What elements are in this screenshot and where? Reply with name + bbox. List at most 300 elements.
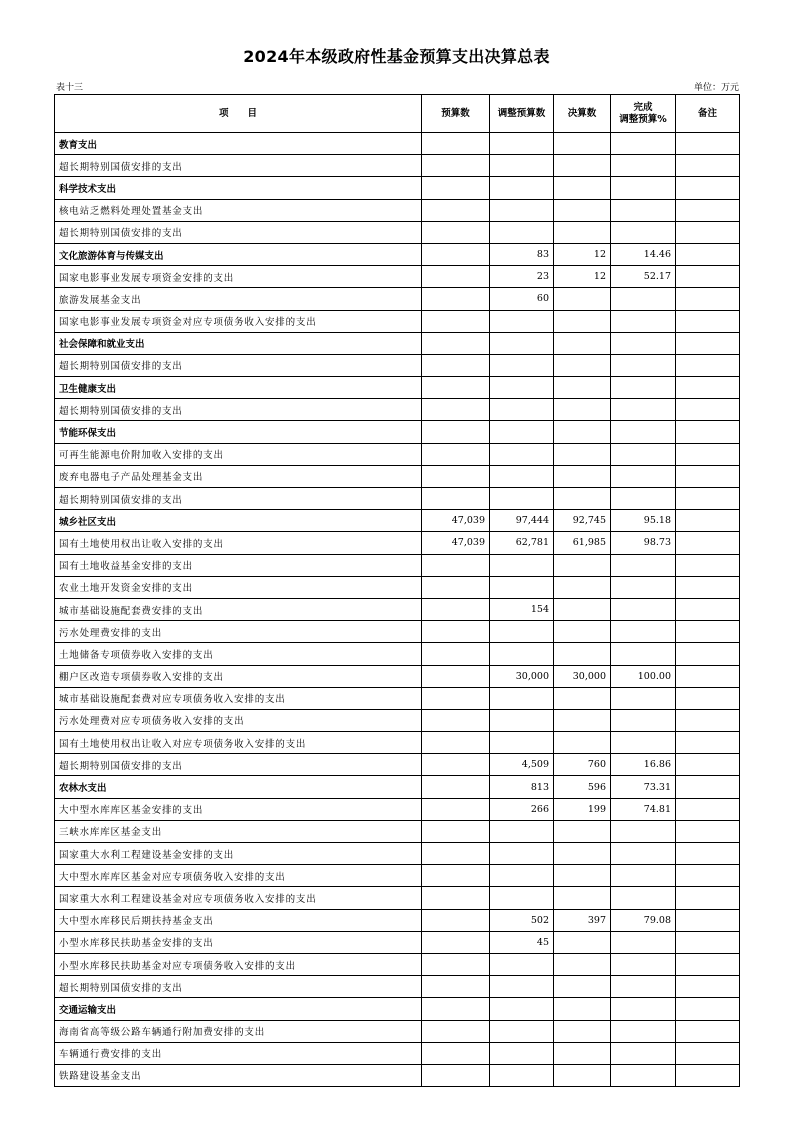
item-name-cell: 农林水支出 bbox=[55, 776, 422, 798]
completion-rate-cell bbox=[611, 155, 676, 177]
table-row bbox=[55, 665, 740, 687]
completion-rate-cell bbox=[611, 133, 676, 155]
note-cell bbox=[676, 754, 740, 776]
note-cell bbox=[676, 488, 740, 510]
completion-rate-cell bbox=[611, 576, 676, 598]
final-amount-cell bbox=[554, 377, 611, 399]
completion-rate-cell bbox=[611, 199, 676, 221]
table-row bbox=[55, 865, 740, 887]
completion-rate-cell: 52.17 bbox=[611, 266, 676, 288]
adjusted-budget-cell: 30,000 bbox=[490, 665, 554, 687]
completion-rate-cell: 79.08 bbox=[611, 909, 676, 931]
item-name-cell: 三峡水库库区基金支出 bbox=[55, 820, 422, 842]
adjusted-budget-cell bbox=[490, 1042, 554, 1064]
budget-cell bbox=[422, 931, 490, 953]
note-cell bbox=[676, 354, 740, 376]
note-cell bbox=[676, 1020, 740, 1042]
budget-cell bbox=[422, 133, 490, 155]
table-body bbox=[55, 133, 740, 1087]
budget-cell bbox=[422, 332, 490, 354]
note-cell bbox=[676, 953, 740, 975]
category-row bbox=[55, 133, 740, 155]
item-name-cell: 卫生健康支出 bbox=[55, 377, 422, 399]
item-name-cell: 超长期特别国债安排的支出 bbox=[55, 221, 422, 243]
table-row bbox=[55, 709, 740, 731]
final-amount-cell bbox=[554, 221, 611, 243]
unit-label: 单位：万元 bbox=[693, 83, 739, 93]
header-item: 项 目 bbox=[55, 95, 422, 133]
completion-rate-cell bbox=[611, 976, 676, 998]
note-cell bbox=[676, 554, 740, 576]
budget-cell bbox=[422, 576, 490, 598]
note-cell bbox=[676, 532, 740, 554]
adjusted-budget-cell bbox=[490, 687, 554, 709]
completion-rate-cell bbox=[611, 354, 676, 376]
item-name-cell: 大中型水库移民后期扶持基金支出 bbox=[55, 909, 422, 931]
budget-cell bbox=[422, 1064, 490, 1086]
table-row bbox=[55, 643, 740, 665]
completion-rate-cell bbox=[611, 1020, 676, 1042]
budget-cell bbox=[422, 820, 490, 842]
note-cell bbox=[676, 266, 740, 288]
completion-rate-cell bbox=[611, 399, 676, 421]
table-row bbox=[55, 354, 740, 376]
budget-cell bbox=[422, 976, 490, 998]
adjusted-budget-cell bbox=[490, 732, 554, 754]
note-cell bbox=[676, 687, 740, 709]
item-name-cell: 教育支出 bbox=[55, 133, 422, 155]
completion-rate-cell bbox=[611, 887, 676, 909]
adjusted-budget-cell: 266 bbox=[490, 798, 554, 820]
final-amount-cell bbox=[554, 687, 611, 709]
budget-cell bbox=[422, 443, 490, 465]
note-cell bbox=[676, 310, 740, 332]
adjusted-budget-cell bbox=[490, 643, 554, 665]
item-name-cell: 节能环保支出 bbox=[55, 421, 422, 443]
item-name-cell: 超长期特别国债安排的支出 bbox=[55, 354, 422, 376]
final-amount-cell bbox=[554, 310, 611, 332]
budget-cell bbox=[422, 598, 490, 620]
header-adjusted: 调整预算数 bbox=[490, 95, 554, 133]
adjusted-budget-cell: 97,444 bbox=[490, 510, 554, 532]
final-amount-cell: 397 bbox=[554, 909, 611, 931]
adjusted-budget-cell bbox=[490, 221, 554, 243]
item-name-cell: 超长期特别国债安排的支出 bbox=[55, 754, 422, 776]
item-name-cell: 小型水库移民扶助基金对应专项债务收入安排的支出 bbox=[55, 953, 422, 975]
completion-rate-cell bbox=[611, 998, 676, 1020]
budget-cell bbox=[422, 288, 490, 310]
adjusted-budget-cell bbox=[490, 820, 554, 842]
table-row bbox=[55, 754, 740, 776]
note-cell bbox=[676, 421, 740, 443]
final-amount-cell bbox=[554, 488, 611, 510]
note-cell bbox=[676, 1064, 740, 1086]
budget-cell bbox=[422, 310, 490, 332]
budget-cell bbox=[422, 909, 490, 931]
item-name-cell: 社会保障和就业支出 bbox=[55, 332, 422, 354]
adjusted-budget-cell bbox=[490, 155, 554, 177]
final-amount-cell bbox=[554, 621, 611, 643]
final-amount-cell bbox=[554, 288, 611, 310]
budget-cell bbox=[422, 243, 490, 265]
item-name-cell: 旅游发展基金支出 bbox=[55, 288, 422, 310]
item-name-cell: 污水处理费对应专项债务收入安排的支出 bbox=[55, 709, 422, 731]
budget-cell bbox=[422, 1020, 490, 1042]
budget-cell bbox=[422, 865, 490, 887]
category-row bbox=[55, 776, 740, 798]
final-amount-cell bbox=[554, 998, 611, 1020]
category-row bbox=[55, 510, 740, 532]
adjusted-budget-cell bbox=[490, 709, 554, 731]
final-amount-cell: 760 bbox=[554, 754, 611, 776]
item-name-cell: 城市基础设施配套费对应专项债务收入安排的支出 bbox=[55, 687, 422, 709]
table-row bbox=[55, 443, 740, 465]
note-cell bbox=[676, 798, 740, 820]
adjusted-budget-cell bbox=[490, 465, 554, 487]
adjusted-budget-cell bbox=[490, 177, 554, 199]
page-title: 2024年本级政府性基金预算支出决算总表 bbox=[243, 47, 550, 66]
note-cell bbox=[676, 288, 740, 310]
table-row bbox=[55, 887, 740, 909]
adjusted-budget-cell: 813 bbox=[490, 776, 554, 798]
budget-cell: 47,039 bbox=[422, 532, 490, 554]
completion-rate-cell: 16.86 bbox=[611, 754, 676, 776]
item-name-cell: 国家电影事业发展专项资金安排的支出 bbox=[55, 266, 422, 288]
item-name-cell: 铁路建设基金支出 bbox=[55, 1064, 422, 1086]
note-cell bbox=[676, 865, 740, 887]
completion-rate-cell: 73.31 bbox=[611, 776, 676, 798]
budget-cell bbox=[422, 465, 490, 487]
item-name-cell: 国家重大水利工程建设基金安排的支出 bbox=[55, 843, 422, 865]
item-name-cell: 国有土地收益基金安排的支出 bbox=[55, 554, 422, 576]
item-name-cell: 文化旅游体育与传媒支出 bbox=[55, 243, 422, 265]
adjusted-budget-cell: 502 bbox=[490, 909, 554, 931]
completion-rate-cell bbox=[611, 931, 676, 953]
category-row bbox=[55, 377, 740, 399]
note-cell bbox=[676, 576, 740, 598]
item-name-cell: 城市基础设施配套费安排的支出 bbox=[55, 598, 422, 620]
final-amount-cell bbox=[554, 976, 611, 998]
table-row bbox=[55, 199, 740, 221]
final-amount-cell bbox=[554, 732, 611, 754]
note-cell bbox=[676, 243, 740, 265]
completion-rate-cell: 95.18 bbox=[611, 510, 676, 532]
budget-cell bbox=[422, 354, 490, 376]
table-row bbox=[55, 155, 740, 177]
completion-rate-cell bbox=[611, 1042, 676, 1064]
note-cell bbox=[676, 931, 740, 953]
adjusted-budget-cell bbox=[490, 199, 554, 221]
item-name-cell: 可再生能源电价附加收入安排的支出 bbox=[55, 443, 422, 465]
completion-rate-cell: 100.00 bbox=[611, 665, 676, 687]
final-amount-cell bbox=[554, 820, 611, 842]
note-cell bbox=[676, 887, 740, 909]
adjusted-budget-cell bbox=[490, 332, 554, 354]
adjusted-budget-cell: 23 bbox=[490, 266, 554, 288]
table-row bbox=[55, 532, 740, 554]
final-amount-cell bbox=[554, 133, 611, 155]
note-cell bbox=[676, 732, 740, 754]
note-cell bbox=[676, 465, 740, 487]
table-row bbox=[55, 732, 740, 754]
item-name-cell: 污水处理费安排的支出 bbox=[55, 621, 422, 643]
adjusted-budget-cell bbox=[490, 887, 554, 909]
budget-cell bbox=[422, 776, 490, 798]
item-name-cell: 科学技术支出 bbox=[55, 177, 422, 199]
item-name-cell: 交通运输支出 bbox=[55, 998, 422, 1020]
table-row bbox=[55, 1042, 740, 1064]
table-row bbox=[55, 288, 740, 310]
budget-cell bbox=[422, 732, 490, 754]
adjusted-budget-cell bbox=[490, 443, 554, 465]
item-name-cell: 小型水库移民扶助基金安排的支出 bbox=[55, 931, 422, 953]
final-amount-cell bbox=[554, 554, 611, 576]
note-cell bbox=[676, 133, 740, 155]
final-amount-cell bbox=[554, 155, 611, 177]
note-cell bbox=[676, 510, 740, 532]
category-row bbox=[55, 421, 740, 443]
final-amount-cell bbox=[554, 443, 611, 465]
note-cell bbox=[676, 976, 740, 998]
budget-cell bbox=[422, 266, 490, 288]
adjusted-budget-cell bbox=[490, 421, 554, 443]
completion-rate-cell bbox=[611, 643, 676, 665]
note-cell bbox=[676, 909, 740, 931]
final-amount-cell: 30,000 bbox=[554, 665, 611, 687]
table-row bbox=[55, 598, 740, 620]
adjusted-budget-cell bbox=[490, 998, 554, 1020]
final-amount-cell bbox=[554, 1064, 611, 1086]
table-row bbox=[55, 1020, 740, 1042]
item-name-cell: 城乡社区支出 bbox=[55, 510, 422, 532]
adjusted-budget-cell: 154 bbox=[490, 598, 554, 620]
completion-rate-cell: 14.46 bbox=[611, 243, 676, 265]
item-name-cell: 核电站乏燃料处理处置基金支出 bbox=[55, 199, 422, 221]
adjusted-budget-cell bbox=[490, 554, 554, 576]
note-cell bbox=[676, 332, 740, 354]
budget-table bbox=[54, 94, 740, 1087]
adjusted-budget-cell: 62,781 bbox=[490, 532, 554, 554]
table-row bbox=[55, 931, 740, 953]
completion-rate-cell bbox=[611, 443, 676, 465]
header-note: 备注 bbox=[676, 95, 740, 133]
final-amount-cell bbox=[554, 1042, 611, 1064]
note-cell bbox=[676, 776, 740, 798]
completion-rate-cell bbox=[611, 177, 676, 199]
note-cell bbox=[676, 709, 740, 731]
note-cell bbox=[676, 443, 740, 465]
table-row bbox=[55, 953, 740, 975]
item-name-cell: 国家重大水利工程建设基金对应专项债务收入安排的支出 bbox=[55, 887, 422, 909]
note-cell bbox=[676, 643, 740, 665]
final-amount-cell: 12 bbox=[554, 266, 611, 288]
adjusted-budget-cell bbox=[490, 1064, 554, 1086]
note-cell bbox=[676, 998, 740, 1020]
completion-rate-cell bbox=[611, 221, 676, 243]
adjusted-budget-cell bbox=[490, 576, 554, 598]
final-amount-cell bbox=[554, 421, 611, 443]
table-row bbox=[55, 976, 740, 998]
note-cell bbox=[676, 155, 740, 177]
table-row bbox=[55, 621, 740, 643]
budget-cell bbox=[422, 221, 490, 243]
note-cell bbox=[676, 377, 740, 399]
table-number: 表十三 bbox=[56, 83, 84, 93]
adjusted-budget-cell bbox=[490, 133, 554, 155]
budget-cell bbox=[422, 843, 490, 865]
completion-rate-cell: 98.73 bbox=[611, 532, 676, 554]
budget-cell bbox=[422, 754, 490, 776]
budget-cell bbox=[422, 199, 490, 221]
completion-rate-cell bbox=[611, 621, 676, 643]
table-row bbox=[55, 576, 740, 598]
note-cell bbox=[676, 665, 740, 687]
note-cell bbox=[676, 177, 740, 199]
final-amount-cell bbox=[554, 1020, 611, 1042]
final-amount-cell bbox=[554, 199, 611, 221]
budget-cell bbox=[422, 665, 490, 687]
adjusted-budget-cell bbox=[490, 354, 554, 376]
category-row bbox=[55, 332, 740, 354]
budget-cell bbox=[422, 798, 490, 820]
completion-rate-cell bbox=[611, 820, 676, 842]
budget-cell bbox=[422, 554, 490, 576]
item-name-cell: 废弃电器电子产品处理基金支出 bbox=[55, 465, 422, 487]
table-row bbox=[55, 266, 740, 288]
budget-cell bbox=[422, 1042, 490, 1064]
completion-rate-cell bbox=[611, 1064, 676, 1086]
header-rate-line1: 完成 bbox=[633, 101, 653, 113]
final-amount-cell: 12 bbox=[554, 243, 611, 265]
completion-rate-cell bbox=[611, 687, 676, 709]
category-row bbox=[55, 177, 740, 199]
final-amount-cell bbox=[554, 465, 611, 487]
table-row bbox=[55, 1064, 740, 1086]
budget-cell bbox=[422, 399, 490, 421]
adjusted-budget-cell bbox=[490, 843, 554, 865]
table-row bbox=[55, 221, 740, 243]
budget-cell bbox=[422, 155, 490, 177]
item-name-cell: 国有土地使用权出让收入对应专项债务收入安排的支出 bbox=[55, 732, 422, 754]
category-row bbox=[55, 243, 740, 265]
final-amount-cell bbox=[554, 576, 611, 598]
budget-cell bbox=[422, 488, 490, 510]
final-amount-cell bbox=[554, 953, 611, 975]
completion-rate-cell bbox=[611, 598, 676, 620]
budget-cell bbox=[422, 177, 490, 199]
item-name-cell: 棚户区改造专项债券收入安排的支出 bbox=[55, 665, 422, 687]
item-name-cell: 超长期特别国债安排的支出 bbox=[55, 976, 422, 998]
item-name-cell: 国有土地使用权出让收入安排的支出 bbox=[55, 532, 422, 554]
completion-rate-cell bbox=[611, 421, 676, 443]
table-row bbox=[55, 687, 740, 709]
adjusted-budget-cell bbox=[490, 377, 554, 399]
item-name-cell: 车辆通行费安排的支出 bbox=[55, 1042, 422, 1064]
adjusted-budget-cell bbox=[490, 488, 554, 510]
final-amount-cell bbox=[554, 177, 611, 199]
budget-cell bbox=[422, 377, 490, 399]
budget-cell bbox=[422, 687, 490, 709]
note-cell bbox=[676, 221, 740, 243]
completion-rate-cell bbox=[611, 865, 676, 887]
final-amount-cell bbox=[554, 643, 611, 665]
budget-cell bbox=[422, 709, 490, 731]
completion-rate-cell bbox=[611, 332, 676, 354]
final-amount-cell: 92,745 bbox=[554, 510, 611, 532]
table-row bbox=[55, 820, 740, 842]
header-rate bbox=[611, 95, 676, 133]
table-header-row bbox=[55, 95, 740, 133]
table-row bbox=[55, 310, 740, 332]
final-amount-cell bbox=[554, 887, 611, 909]
table-row bbox=[55, 843, 740, 865]
item-name-cell: 大中型水库库区基金安排的支出 bbox=[55, 798, 422, 820]
item-name-cell: 超长期特别国债安排的支出 bbox=[55, 155, 422, 177]
budget-cell bbox=[422, 421, 490, 443]
note-cell bbox=[676, 399, 740, 421]
note-cell bbox=[676, 1042, 740, 1064]
item-name-cell: 农业土地开发资金安排的支出 bbox=[55, 576, 422, 598]
completion-rate-cell: 74.81 bbox=[611, 798, 676, 820]
adjusted-budget-cell: 4,509 bbox=[490, 754, 554, 776]
adjusted-budget-cell: 83 bbox=[490, 243, 554, 265]
adjusted-budget-cell: 60 bbox=[490, 288, 554, 310]
budget-cell bbox=[422, 887, 490, 909]
note-cell bbox=[676, 621, 740, 643]
completion-rate-cell bbox=[611, 310, 676, 332]
table-row bbox=[55, 909, 740, 931]
budget-cell bbox=[422, 953, 490, 975]
note-cell bbox=[676, 843, 740, 865]
item-name-cell: 土地储备专项债券收入安排的支出 bbox=[55, 643, 422, 665]
item-name-cell: 超长期特别国债安排的支出 bbox=[55, 488, 422, 510]
completion-rate-cell bbox=[611, 377, 676, 399]
final-amount-cell bbox=[554, 399, 611, 421]
completion-rate-cell bbox=[611, 554, 676, 576]
completion-rate-cell bbox=[611, 732, 676, 754]
final-amount-cell bbox=[554, 931, 611, 953]
final-amount-cell: 61,985 bbox=[554, 532, 611, 554]
note-cell bbox=[676, 598, 740, 620]
budget-cell: 47,039 bbox=[422, 510, 490, 532]
table-row bbox=[55, 465, 740, 487]
final-amount-cell bbox=[554, 843, 611, 865]
final-amount-cell: 596 bbox=[554, 776, 611, 798]
adjusted-budget-cell bbox=[490, 953, 554, 975]
budget-cell bbox=[422, 621, 490, 643]
adjusted-budget-cell bbox=[490, 399, 554, 421]
category-row bbox=[55, 998, 740, 1020]
table-row bbox=[55, 798, 740, 820]
adjusted-budget-cell bbox=[490, 976, 554, 998]
adjusted-budget-cell bbox=[490, 1020, 554, 1042]
completion-rate-cell bbox=[611, 288, 676, 310]
note-cell bbox=[676, 820, 740, 842]
item-name-cell: 国家电影事业发展专项资金对应专项债务收入安排的支出 bbox=[55, 310, 422, 332]
final-amount-cell bbox=[554, 598, 611, 620]
table-row bbox=[55, 554, 740, 576]
completion-rate-cell bbox=[611, 843, 676, 865]
budget-cell bbox=[422, 998, 490, 1020]
budget-cell bbox=[422, 643, 490, 665]
final-amount-cell bbox=[554, 354, 611, 376]
final-amount-cell bbox=[554, 709, 611, 731]
table-row bbox=[55, 488, 740, 510]
header-budget: 预算数 bbox=[422, 95, 490, 133]
adjusted-budget-cell: 45 bbox=[490, 931, 554, 953]
note-cell bbox=[676, 199, 740, 221]
completion-rate-cell bbox=[611, 465, 676, 487]
